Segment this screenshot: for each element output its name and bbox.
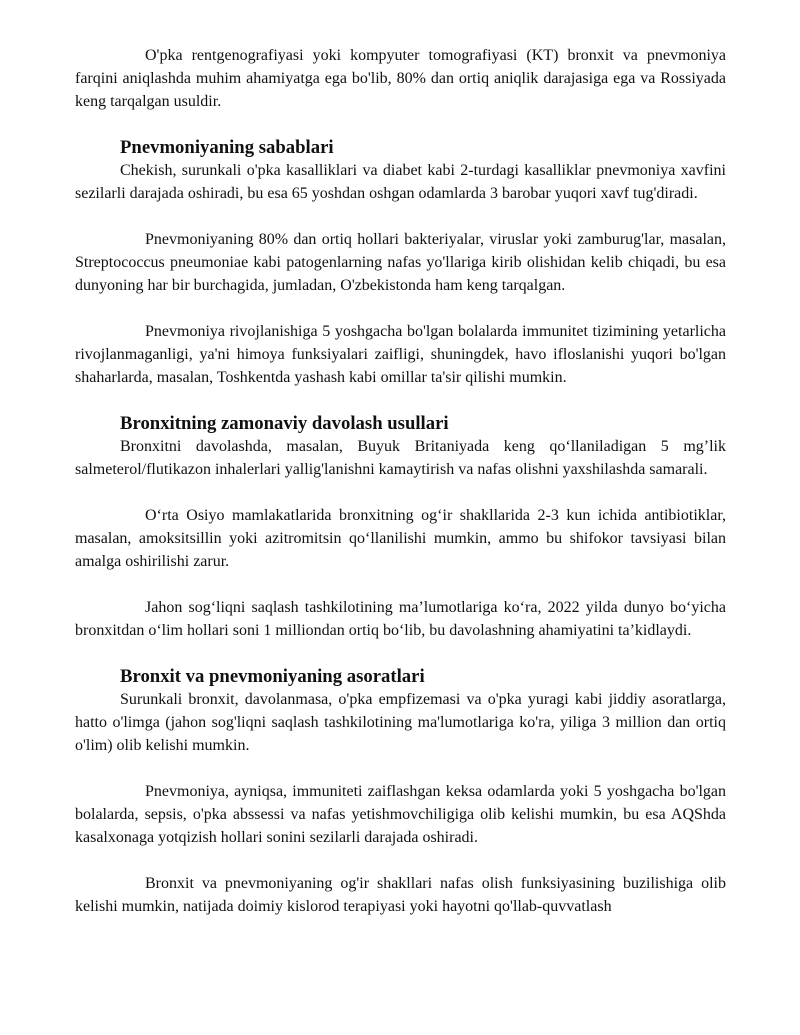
paragraph: Pnevmoniyaning 80% dan ortiq hollari bakteriyalar, viruslar yoki zamburug'lar, masalan, Streptococcus pneumoniae kabi patogenlarning nafas yo'llariga kirib olishidan kelib chiqadi, bu esa dunyoning har bir burchagida, jumladan, O'zbekistonda ham keng tarqalgan. <box>75 231 726 294</box>
paragraph: Chekish, surunkali o'pka kasalliklari va diabet kabi 2-turdagi kasalliklar pnevmoniya xavfini sezilarli darajada oshiradi, bu esa 65 yoshdan oshgan odamlarda 3 barobar yuqori xavf tug'diradi. <box>75 162 726 202</box>
paragraph: Surunkali bronxit, davolanmasa, o'pka empfizemasi va o'pka yuragi kabi jiddiy asoratlarga, hatto o'limga (jahon sog'liqni saqlash tashkilotining ma'lumotlariga ko'ra, yiliga 3 million dan ortiq o'lim) olib kelishi mumkin. <box>75 691 726 754</box>
paragraph: Bronxit va pnevmoniyaning og'ir shakllari nafas olish funksiyasining buzilishiga olib kelishi mumkin, natijada doimiy kislorod terapiyasi yoki hayotni qo'llab-quvvatlash <box>75 875 726 915</box>
paragraph: Bronxitni davolashda, masalan, Buyuk Britaniyada keng qo‘llaniladigan 5 mg’lik salmeterol/flutikazon inhalerlari yallig'lanishni kamaytirish va nafas olishni yaxshilashda samarali. <box>75 438 726 478</box>
section-heading-complications: Bronxit va pnevmoniyaning asoratlari <box>120 666 425 687</box>
paragraph: O‘rta Osiyo mamlakatlarida bronxitning og‘ir shakllarida 2-3 kun ichida antibiotiklar, masalan, amoksitsillin yoki azitromitsin qo‘llanilishi mumkin, ammo bu shifokor tavsiyasi bilan amalga oshirilishi zarur. <box>75 507 726 570</box>
paragraph: Pnevmoniya, ayniqsa, immuniteti zaiflashgan keksa odamlarda yoki 5 yoshgacha bo'lgan bolalarda, sepsis, o'pka abssessi va nafas yetishmovchiligiga olib kelishi mumkin, bu esa AQShda kasalxonaga yotqizish hollari sonini sezilarli darajada oshiradi. <box>75 783 726 846</box>
section-heading-bronchitis-treatment: Bronxitning zamonaviy davolash usullari <box>120 413 449 434</box>
paragraph: Pnevmoniya rivojlanishiga 5 yoshgacha bo'lgan bolalarda immunitet tizimining yetarlicha rivojlanmaganligi, ya'ni himoya funksiyalari zaifligi, shuningdek, havo ifloslanishi yuqori bo'lgan shaharlarda, masalan, Toshkentda yashash kabi omillar ta'sir qilishi mumkin. <box>75 323 726 386</box>
intro-paragraph: O'pka rentgenografiyasi yoki kompyuter tomografiyasi (KT) bronxit va pnevmoniya farqini aniqlashda muhim ahamiyatga ega bo'lib, 80% dan ortiq aniqlik darajasiga ega va Rossiyada keng tarqalgan usuldir. <box>75 47 726 110</box>
section-heading-pneumonia-causes: Pnevmoniyaning sabablari <box>120 137 334 158</box>
paragraph: Jahon sog‘liqni saqlash tashkilotining ma’lumotlariga ko‘ra, 2022 yilda dunyo bo‘yicha bronxitdan o‘lim hollari soni 1 milliondan ortiq bo‘lib, bu davolashning ahamiyatini ta’kidlaydi. <box>75 599 726 639</box>
